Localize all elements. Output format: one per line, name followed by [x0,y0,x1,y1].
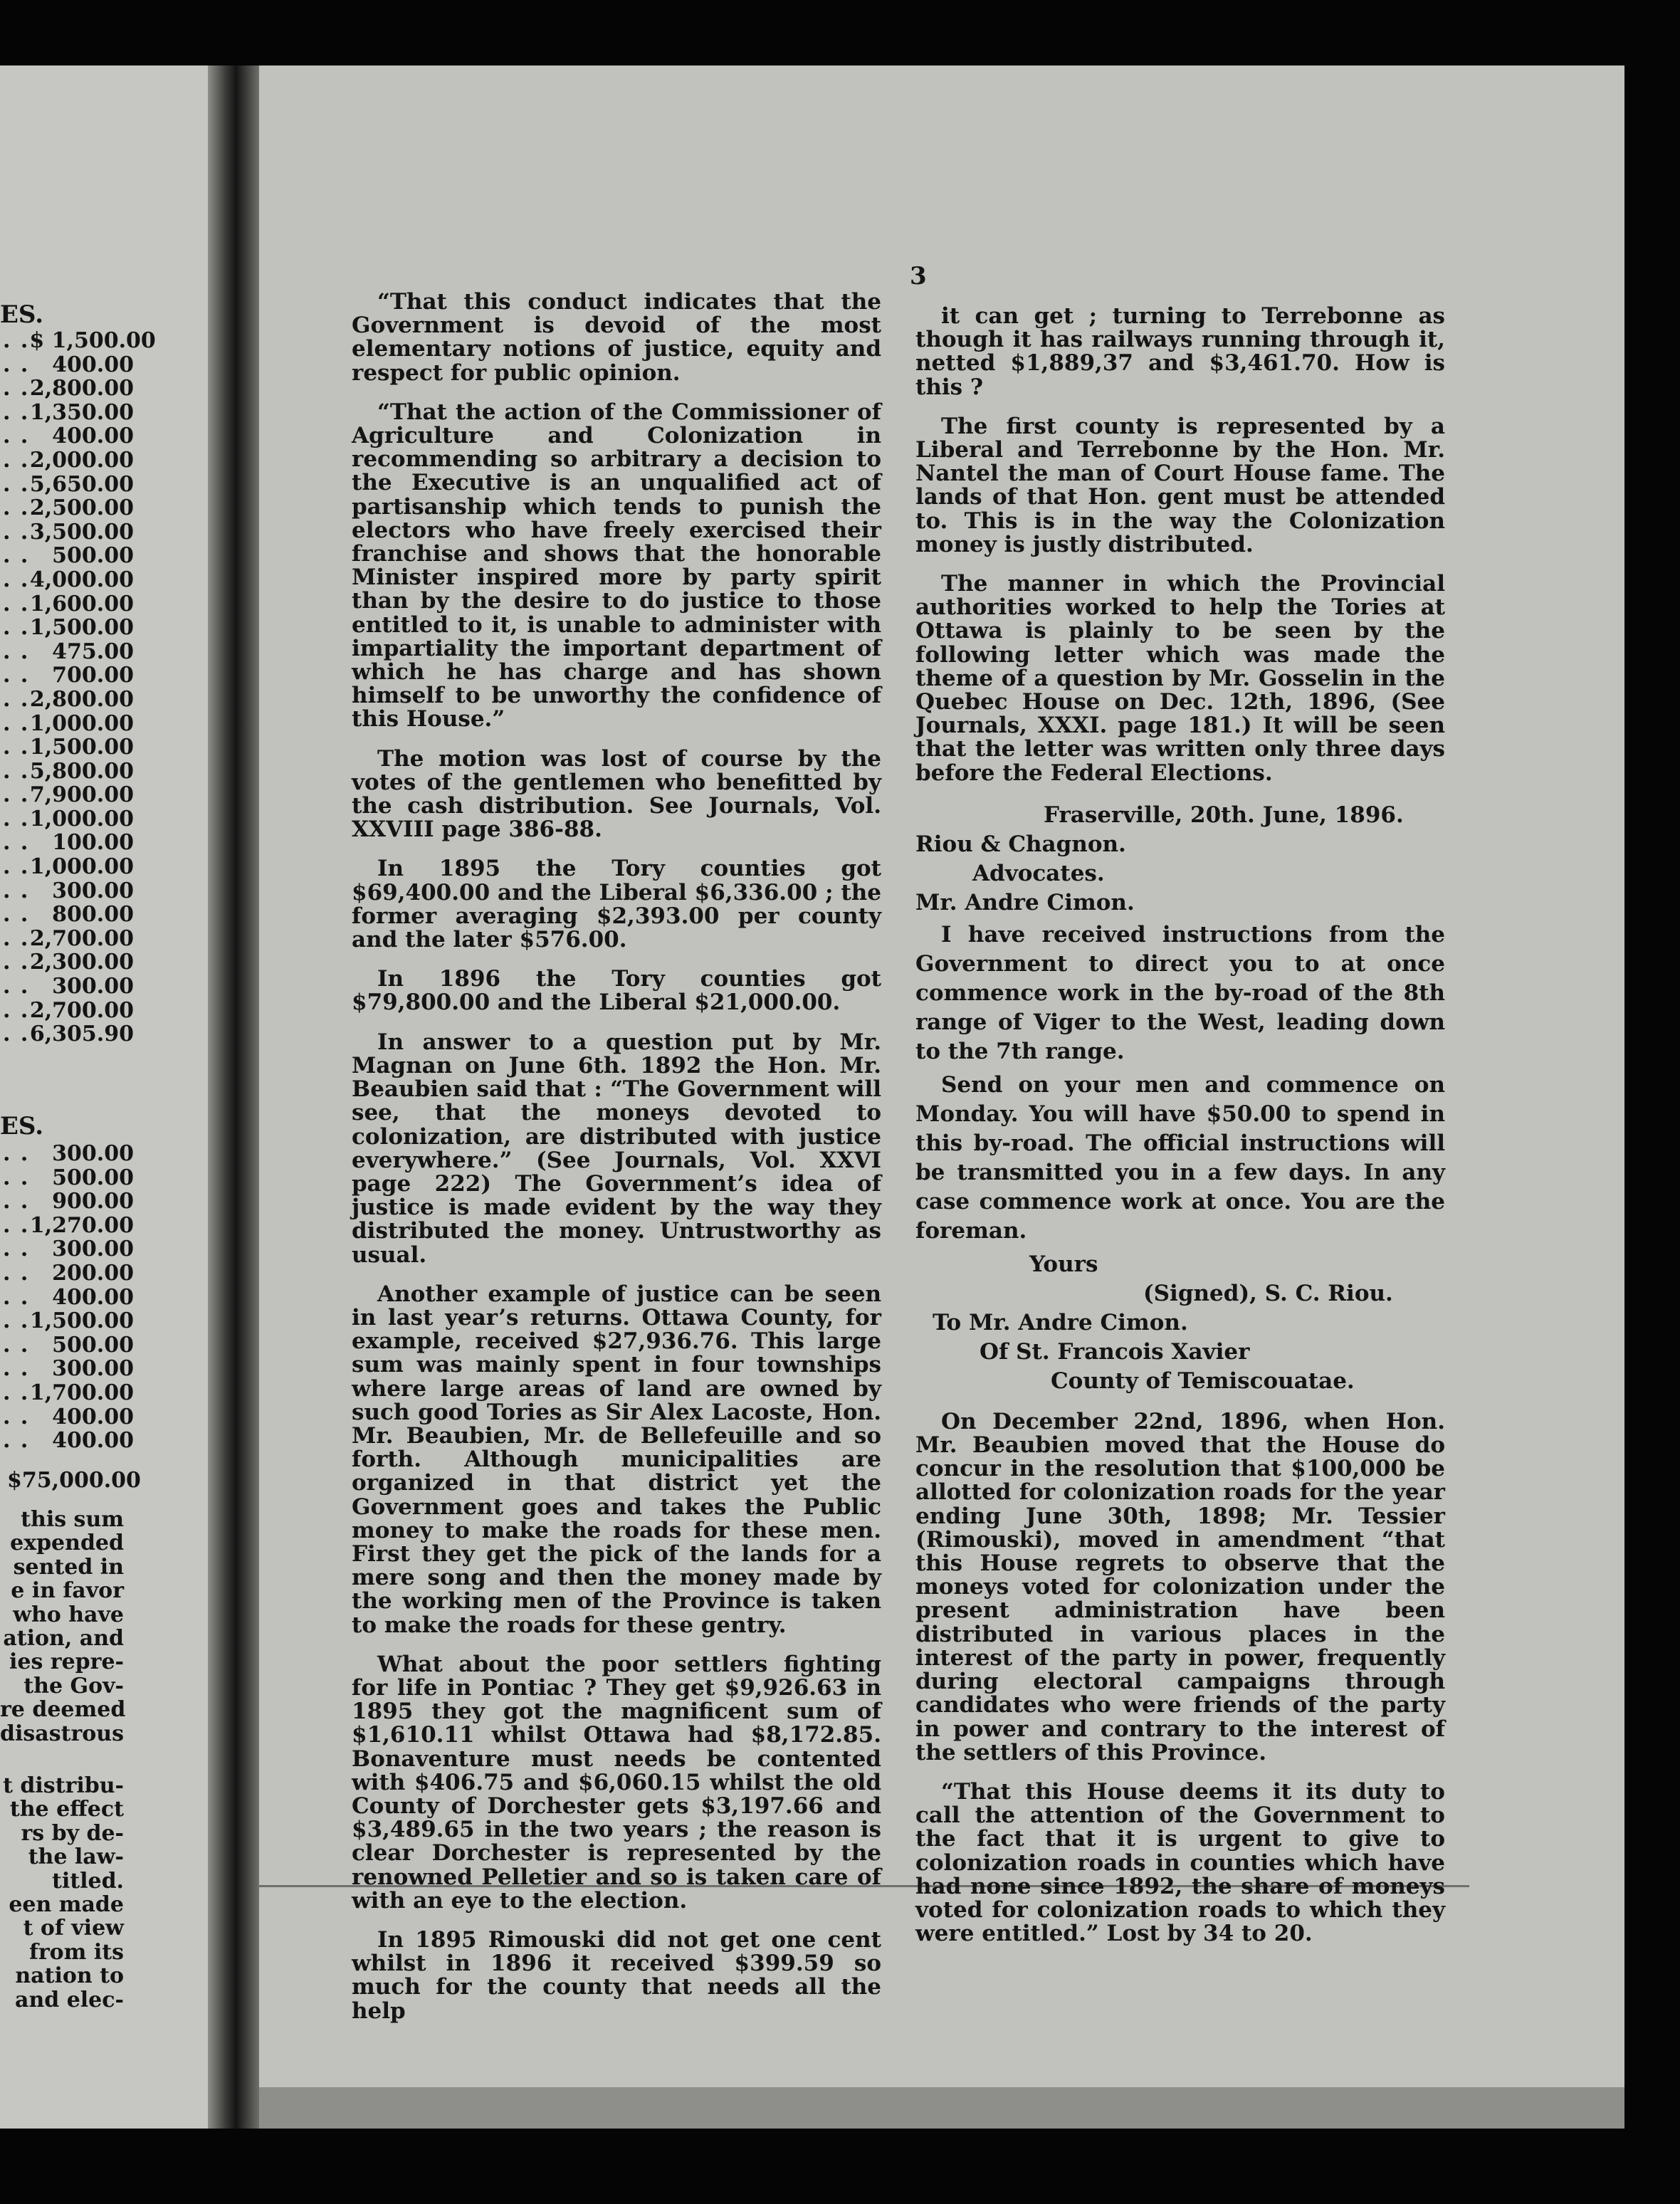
leader-dots: . . [3,975,30,999]
letter-of-line: Of St. Francois Xavier [980,1338,1250,1365]
leader-dots: . . [3,878,30,903]
leader-dots: . . [3,1142,30,1166]
leader-dots: . . [3,592,30,616]
leader-dots: . . [3,926,30,951]
amount-value: 400.00 [52,1285,134,1310]
amount-value: 2,700.00 [29,998,134,1023]
amount-value: 400.00 [52,424,134,448]
column-a-paragraph: In 1895 the Tory counties got $69,400.00 and the Liberal $6,336.00 ; the former averaging $2,393.00 per county and the later $576.00. [352,856,881,953]
leader-dots: . . [3,1309,30,1333]
leader-dots: . . [3,1165,30,1190]
left-amounts-list-1 [0,329,208,1046]
list-item [0,831,208,855]
left-text-fragments-1 [0,1508,208,1746]
amount-value: 2,800.00 [29,687,134,712]
amount-value: 500.00 [52,544,134,568]
letter-county-line: County of Temiscouatae. [1051,1368,1355,1394]
list-item [0,1309,208,1333]
list-item [0,424,208,448]
text-fragment: re deemed [0,1697,126,1723]
leader-dots: . . [3,735,30,760]
list-item [0,663,208,688]
list-item [0,903,208,927]
column-a-paragraph: “That the action of the Commissioner of Agriculture and Colonization in recommending so arbitrary a decision to the Executive is an unqualified act of partisanship which tends to punish the electors who have freely exercised their franchise and shows that the honorable Minister inspired more by party spirit than by the desire to do justice to those entitled to it, is unable to administer with impartiality the important department of which he has charge and has shown himself to be unworthy the confidence of this House.” [352,399,881,733]
leader-dots: . . [3,855,30,879]
amount-value: 4,000.00 [29,567,134,592]
page-bottom-margin [259,2087,1624,2129]
leader-dots: . . [3,377,30,401]
text-fragment: e in favor [11,1578,124,1604]
list-item [0,544,208,568]
amount-value: 2,800.00 [29,377,134,401]
amount-value: 1,000.00 [29,711,134,736]
letter-body: Send on your men and commence on Monday. You will have $50.00 to spend in this by-road. The official instructions will be transmitted you in a few days. In any case commence work at once. You are the foreman. [915,1071,1445,1244]
leader-dots: . . [3,998,30,1023]
amount-value: 500.00 [52,1165,134,1190]
leader-dots: . . [3,807,30,831]
list-item [0,401,208,425]
list-item [0,999,208,1023]
text-fragment: the Gov- [23,1673,124,1699]
leader-dots: . . [3,663,30,688]
list-item [0,473,208,497]
list-item [0,1166,208,1190]
leader-dots: . . [3,639,30,664]
amount-value: 2,700.00 [29,926,134,951]
leader-dots: . . [3,544,30,568]
list-item [0,353,208,377]
leader-dots: . . [3,472,30,497]
leader-dots: . . [3,1429,30,1453]
list-item [0,640,208,664]
amount-value: 475.00 [52,639,134,664]
column-a-paragraph: Another example of justice can be seen in last year’s returns. Ottawa County, for example, received $27,936.76. This large sum was mainly spent in four townships where large areas of land are owned by such good Tories as Sir Alex Lacoste, Hon. Mr. Beaubien, Mr. de Bellefeuille and so forth. Although municipalities are organized in that district yet the Government goes and takes the Public money to make the roads for these men. First they get the pick of the lands for a mere song and then the money made by the working men of the Province is taken to make the roads for these gentry. [352,1281,881,1638]
left-heading-1: ES. [0,300,44,329]
letter-signature: (Signed), S. C. Riou. [1143,1280,1393,1306]
amount-value: 300.00 [52,1237,134,1261]
leader-dots: . . [3,424,30,448]
amount-value: 100.00 [52,831,134,856]
letter-to-line: To Mr. Andre Cimon. [933,1309,1188,1335]
column-a-paragraph: The motion was lost of course by the votes of the gentlemen who benefitted by the cash distribution. See Journals, Vol. XXVIII page 386-88. [352,745,881,843]
amount-value: 7,900.00 [29,783,134,807]
list-item [0,735,208,760]
amount-value: 1,000.00 [29,807,134,831]
amount-value: 400.00 [52,1405,134,1429]
text-fragment: disastrous [0,1721,124,1746]
amount-value: 300.00 [52,1357,134,1381]
text-fragment: and elec- [15,1987,124,2013]
leader-dots: . . [3,831,30,856]
list-item [0,927,208,951]
letter-place-date: Fraserville, 20th. June, 1896. [1044,802,1404,828]
column-a-paragraph: In 1895 Rimouski did not get one cent whilst in 1896 it received $399.59 so much for the county that needs all the help [352,1927,881,2024]
list-item [0,879,208,903]
amount-value: 6,305.90 [29,1022,134,1046]
list-item [0,1142,208,1166]
column-a [352,290,881,2039]
amount-value: 300.00 [52,1142,134,1166]
letter [915,801,1445,1396]
list-item [0,688,208,712]
list-item [0,1429,208,1453]
letter-firm-title: Advocates. [972,860,1105,886]
leader-dots: . . [3,352,30,377]
amount-value: 1,500.00 [29,616,134,640]
leader-dots: . . [3,520,30,545]
column-a-paragraph: In answer to a question put by Mr. Magnan on June 6th. 1892 the Hon. Mr. Beaubien said that : “The Government will see, that the moneys devoted to colonization, are distributed with justice everywhere.” (See Journals, Vol. XXVI page 222) The Government’s idea of justice is made evident by the way they distributed the money. Untrustworthy as usual. [352,1029,881,1268]
text-fragment: titled. [51,1868,124,1894]
leader-dots: . . [3,711,30,736]
list-item [0,377,208,401]
list-item [0,783,208,807]
list-item [0,1190,208,1214]
list-item [0,760,208,784]
leader-dots: . . [3,567,30,592]
list-item [0,616,208,640]
amount-value: 500.00 [52,1333,134,1358]
list-item [0,855,208,879]
list-item [0,1357,208,1381]
leader-dots: . . [3,903,30,927]
list-item [0,975,208,999]
amount-value: 200.00 [52,1261,134,1286]
amount-value: 2,000.00 [29,448,134,473]
list-item [0,520,208,545]
text-fragment: sented in [13,1554,124,1580]
list-item [0,1333,208,1358]
list-item [0,1381,208,1405]
list-item [0,1405,208,1429]
leader-dots: . . [3,448,30,473]
leader-dots: . . [3,400,30,425]
amount-value: 1,500.00 [29,735,134,760]
leader-dots: . . [3,687,30,712]
left-heading-2: ES. [0,1112,44,1140]
leader-dots: . . [3,783,30,807]
leader-dots: . . [3,1213,30,1238]
leader-dots: . . [3,1357,30,1381]
leader-dots: . . [3,1237,30,1261]
leader-dots: . . [3,1285,30,1310]
list-item [0,1261,208,1286]
letter-closing: Yours [1029,1251,1098,1277]
amount-value: 1,700.00 [29,1380,134,1405]
text-fragment: from its [28,1939,124,1965]
leader-dots: . . [3,1261,30,1286]
leader-dots: . . [3,950,30,975]
letter-firm: Riou & Chagnon. [915,831,1126,857]
list-item [0,448,208,473]
amount-value: 5,800.00 [29,759,134,784]
text-fragment: een made [9,1891,124,1917]
column-b [915,305,1445,1961]
letter-addressee: Mr. Andre Cimon. [915,889,1135,915]
list-item [0,712,208,736]
text-fragment: the effect [9,1797,124,1822]
column-b-paragraph: On December 22nd, 1896, when Hon. Mr. Beaubien moved that the House do concur in the resolution that $100,000 be allotted for colonization roads for the year ending June 30th, 1898; Mr. Tessier (Rimouski), moved in amendment “that this House regrets to observe that the moneys voted for colonization under the present administration have been distributed in various places in the interest of the party in power, frequently during electoral campaigns through candidates who were friends of the party in power and contrary to the interest of the settlers of this Province. [915,1408,1445,1765]
text-fragment: this sum [21,1507,124,1532]
list-item [0,329,208,353]
letter-body: I have received instructions from the Government to direct you to at once commence work in the by-road of the 8th range of Viger to the West, leading down to the 7th range. [915,921,1445,1064]
amount-value: 3,500.00 [29,520,134,545]
list-item [0,1022,208,1046]
column-b-paragraph: The manner in which the Provincial authorities worked to help the Tories at Ottawa is plainly to be seen by the following letter which was made the theme of a question by Mr. Gosselin in the Quebec House on Dec. 12th, 1896, (See Journals, XXXI. page 181.) It will be seen that the letter was written only three days before the Federal Elections. [915,571,1445,786]
text-fragment: the law- [28,1844,124,1870]
text-fragment: ation, and [3,1625,124,1651]
leader-dots: . . [3,496,30,520]
list-item [0,1286,208,1310]
amount-value: 5,650.00 [29,472,134,497]
amount-value: 1,350.00 [29,400,134,425]
page-number: 3 [910,262,927,290]
left-text-fragments-2 [0,1774,208,2012]
amount-value: 1,500.00 [29,1309,134,1333]
column-a-paragraph: “That this conduct indicates that the Government is devoid of the most elementary notions of justice, equity and respect for public opinion. [352,289,881,386]
amount-value: 700.00 [52,663,134,688]
left-total: $75,000.00 [7,1468,141,1493]
list-item [0,1237,208,1261]
leader-dots: . . [3,1022,30,1046]
list-item [0,1214,208,1238]
amount-value: 400.00 [52,352,134,377]
text-fragment: nation to [15,1963,124,1989]
amount-value: 900.00 [52,1190,134,1214]
leader-dots: . . [3,759,30,784]
leader-dots: . . [3,329,30,353]
book-gutter [208,65,259,2129]
amount-value: 1,600.00 [29,592,134,616]
amount-value: 2,300.00 [29,950,134,975]
text-fragment: who have [13,1602,124,1627]
column-a-paragraph: What about the poor settlers fighting for life in Pontiac ? They get $9,926.63 in 1895 they got the magnificent sum of $1,610.11 whilst Ottawa had $8,172.85. Bonaventure must needs be contented with $406.75 and $6,060.15 whilst the old County of Dorchester gets $3,197.66 and $3,489.65 in the two years ; the reason is clear Dorchester is represented by the renowned Pelletier and so is taken care of with an eye to the election. [352,1651,881,1914]
amount-value: 300.00 [52,878,134,903]
amount-value: 800.00 [52,903,134,927]
text-fragment: t of view [23,1916,124,1941]
leader-dots: . . [3,1380,30,1405]
column-a-paragraph: In 1896 the Tory counties got $79,800.00 and the Liberal $21,000.00. [352,966,881,1016]
list-item [0,592,208,616]
column-b-paragraph: The first county is represented by a Liberal and Terrebonne by the Hon. Mr. Nantel the man of Court House fame. The lands of that Hon. gent must be attended to. This is in the way the Colonization money is justly distributed. [915,413,1445,557]
leader-dots: . . [3,1190,30,1214]
left-amounts-list-2 [0,1142,208,1453]
text-fragment: expended [10,1531,124,1556]
amount-value: 1,270.00 [29,1213,134,1238]
amount-value: 300.00 [52,975,134,999]
list-item [0,496,208,520]
text-fragment: ies repre- [9,1649,124,1675]
amount-value: $ 1,500.00 [29,329,156,353]
leader-dots: . . [3,1405,30,1429]
list-item [0,568,208,592]
text-fragment: t distribu- [3,1773,124,1798]
column-b-paragraph: “That this House deems it its duty to call the attention of the Government to the fact that it is urgent to give to colonization roads in counties which have had none since 1892, the share of moneys voted for colonization roads to which they were entitled.” Lost by 34 to 20. [915,1778,1445,1947]
leader-dots: . . [3,616,30,640]
amount-value: 1,000.00 [29,855,134,879]
list-item [0,950,208,975]
leader-dots: . . [3,1333,30,1358]
amount-value: 400.00 [52,1429,134,1453]
left-page-fragment [0,65,208,2129]
text-fragment: rs by de- [21,1820,124,1846]
amount-value: 2,500.00 [29,496,134,520]
column-b-paragraph: it can get ; turning to Terrebonne as though it has railways running through it, netted $1,889,37 and $3,461.70. How is this ? [915,303,1445,400]
list-item [0,807,208,831]
